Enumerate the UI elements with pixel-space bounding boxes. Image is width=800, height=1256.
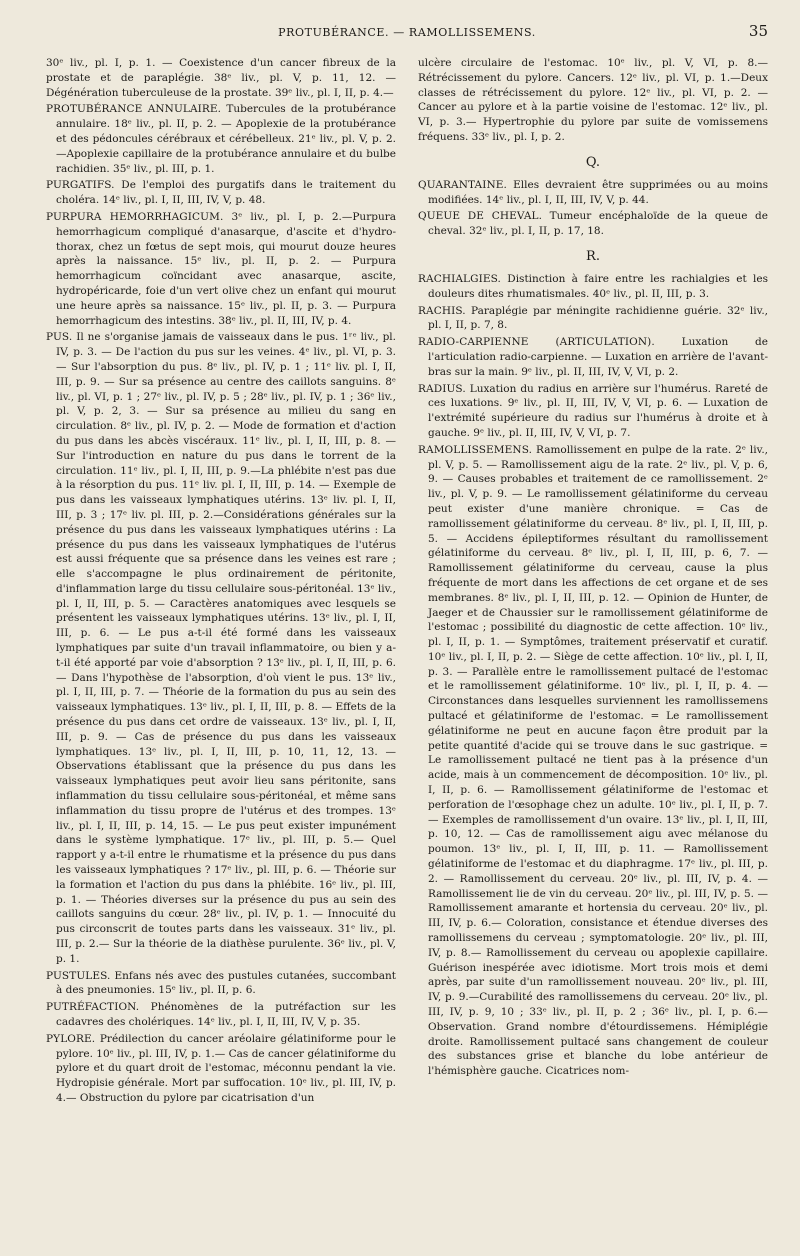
index-entry <box>46 210 396 328</box>
index-entry <box>418 272 768 302</box>
index-entry <box>46 969 396 999</box>
entry-text: Enfans nés avec des pustules cutanées, succombant à des pneumonies. 15ᵉ liv., pl. II, p. 6. <box>56 969 396 997</box>
entry-text: De l'emploi des purgatifs dans le traitement du choléra. 14ᵉ liv., pl. I, II, III, IV, V, p. 48. <box>56 179 396 207</box>
entry-heading: RAMOLLISSEMENS. <box>418 443 533 456</box>
entry-heading: RACHIALGIES. <box>418 272 501 285</box>
entry-heading: RACHIS. <box>418 304 466 317</box>
index-entry <box>418 335 768 379</box>
index-entry <box>46 1000 396 1030</box>
entry-text: 3ᵉ liv., pl. I, p. 2.—Purpura hemorrhagicum compliqué d'anasarque, d'ascite et d'hydro-thorax, chez un fœtus de sept mois, qui mourut douze heures après la naissance. 15ᵉ liv., pl. II, p. 2. — Purpura hemorrhagicum coïncidant avec anasarque, ascite, hydropéricarde, foie d'un vert olive chez un enfant qui mourut une heure après sa naissance. 15ᵉ liv., pl. II, p. 3. — Purpura hemorrhagicum des intestins. 38ᵉ liv., pl. II, III, IV, p. 4. <box>56 210 396 327</box>
entry-heading: PUTRÉFACTION. <box>46 1001 140 1014</box>
entry-text: 30ᵉ liv., pl. I, p. 1. — Coexistence d'un cancer fibreux de la prostate et de paraplégie. 38ᵉ liv., pl. V, p. 11, 12. — Dégénération tuberculeuse de la prostate. 39ᵉ liv., pl. I, II, p. 4.— <box>46 57 396 99</box>
entry-text: Luxation de l'articulation radio-carpienne. — Luxation en arrière de l'avant-bras sur la main. 9ᵉ liv., pl. II, III, IV, V, VI, p. 2. <box>428 336 768 378</box>
entry-heading: PUS. <box>46 331 73 344</box>
section-q-entries <box>418 178 768 239</box>
index-entry <box>46 178 396 208</box>
entry-heading: PUSTULES. <box>46 969 111 982</box>
index-entry <box>418 56 768 145</box>
entry-text: Distinction à faire entre les rachialgies et les douleurs dites rhumatismales. 40ᵉ liv., pl. II, III, p. 3. <box>428 272 768 300</box>
entry-heading: PURPURA HEMORRHAGICUM. <box>46 210 224 223</box>
index-entry <box>46 102 396 176</box>
entry-text: Luxation du radius en arrière sur l'humérus. Rareté de ces luxations. 9ᵉ liv., pl. II, III, IV, V, VI, p. 6. — Luxation de l'extrémité supérieure du radius sur l'humérus à droite et à gauche. 9ᵉ liv., pl. II, III, IV, V, VI, p. 7. <box>428 382 768 439</box>
entry-heading: RADIO-CARPIENNE (ARTICULATION). <box>418 336 655 349</box>
entry-heading: QUARANTAINE. <box>418 178 507 191</box>
entry-heading: QUEUE DE CHEVAL. <box>418 210 543 223</box>
running-title: PROTUBÉRANCE. — RAMOLLISSEMENS. <box>278 26 536 39</box>
section-letter-q: Q. <box>585 154 601 170</box>
entry-text: Phénomènes de la putréfaction sur les cadavres des cholériques. 14ᵉ liv., pl. I, II, III, IV, V, p. 35. <box>56 1001 396 1028</box>
index-entry <box>418 443 768 1079</box>
page-number: 35 <box>748 22 768 40</box>
entry-text: Ramollissement en pulpe de la rate. 2ᵉ liv., pl. V, p. 5. — Ramollissement aigu de la rate. 2ᵉ liv., pl. V, p. 6, 9. — Causes probables et traitement de ce ramollissement. 2ᵉ liv., pl. V, p. 9. — Le ramollissement gélatiniforme du cerveau peut exister d'une manière chronique. = Cas de ramollissement gélatiniforme du cerveau. 8ᵉ liv., pl. I, II, III, p. 5. — Accidens épileptiformes résultant du ramollissement gélatiniforme du cerveau. 8ᵉ liv., pl. I, II, III, p. 6, 7. — Ramollissement gélatiniforme du cerveau, cause la plus fréquente de mort dans les affections de cet organe et de ses membranes. 8ᵉ liv., pl. I, II, III, p. 12. — Opinion de Hunter, de Jaeger et de Chaussier sur le ramollissement gélatiniforme de l'estomac ; possibilité du diagnostic de cette affection. 10ᵉ liv., pl. I, II, p. 1. — Symptômes, traitement préservatif et curatif. 10ᵉ liv., pl. I, II, p. 2. — Siège de cette affection. 10ᵉ liv., pl. I, II, p. 3. — Parallèle entre le ramollissement pultacé de l'estomac et le ramollissement gélatiniforme. 10ᵉ liv., pl. I, II, p. 4. — Circonstances dans lesquelles surviennent les ramollissemens pultacé et gélatiniforme de l'estomac. = Le ramollissement gélatiniforme ne peut en aucune façon être produit par la petite quantité d'acide qui se trouve dans le suc gastrique. = Le ramollissement pultacé ne tient pas à la présence d'un acide, mais à un commencement de décomposition. 10ᵉ liv., pl. I, II, p. 6. — Ramollissement gélatiniforme de l'estomac et perforation de l'œsophage chez un adulte. 10ᵉ liv., pl. I, II, p. 7. — Exemples de ramollissement d'un ovaire. 13ᵉ liv., pl. I, II, III, p. 10, 12. — Cas de ramollissement aigu avec mélanose du poumon. 13ᵉ liv., pl. I, II, III, p. 11. — Ramollissement gélatiniforme de l'estomac et du diaphragme. 17ᵉ liv., pl. III, p. 2. — Ramollissement du cerveau. 20ᵉ liv., pl. III, IV, p. 4. — Ramollissement lie de vin du cerveau. 20ᵉ liv., pl. III, IV, p. 5. — Ramollissement amarante et hortensia du cerveau. 20ᵉ liv., pl. III, IV, p. 6.— Coloration, consistance et étendue diverses des ramollissemens du cerveau ; symptomatologie. 20ᵉ liv., pl. III, IV, p. 8.— Ramollissement du cerveau ou apoplexie capillaire. Guérison inespérée avec idiotisme. Mort trois mois et demi après, par suite d'un ramollissement nouveau. 20ᵉ liv., pl. III, IV, p. 9.—Curabilité des ramollissemens du cerveau. 20ᵉ liv., pl. III, IV, p. 9, 10 ; 33ᵉ liv., pl. II, p. 2 ; 36ᵉ liv., pl. I, p. 6.—Observation. Grand nombre d'étourdissemens. Hémiplégie droite. Ramollissement pultacé sans changement de couleur des substances grise et blanche du lobe antérieur de l'hémisphère gauche. Cicatrices nom- <box>428 443 768 1078</box>
section-r-entries <box>418 272 768 1079</box>
entry-text: Tubercules de la protubérance annulaire. 18ᵉ liv., pl. II, p. 2. — Apoplexie de la protubérance et des pédoncules cérébraux et cérébelleux. 21ᵉ liv., pl. V, p. 2.—Apoplexie capillaire de la protubérance annulaire et du bulbe rachidien. 35ᵉ liv., pl. III, p. 1. <box>56 103 396 175</box>
entry-text: Prédilection du cancer aréolaire gélatiniforme pour le pylore. 10ᵉ liv., pl. III, IV, p. 1.— Cas de cancer gélatiniforme du pylore et du quart droit de l'estomac, méconnu pendant la vie. Hydropisie générale. Mort par suffocation. 10ᵉ liv., pl. III, IV, p. 4.— Obstruction du pylore par cicatrisation d'un <box>56 1032 396 1104</box>
entry-heading: PURGATIFS. <box>46 179 115 192</box>
running-head <box>46 22 768 42</box>
entry-heading: PYLORE. <box>46 1032 96 1045</box>
entry-text: Il ne s'organise jamais de vaisseaux dans le pus. 1ʳᵉ liv., pl. IV, p. 3. — De l'action du pus sur les veines. 4ᵉ liv., pl. VI, p. 3. — Sur l'absorption du pus. 8ᵉ liv., pl. IV, p. 1 ; 11ᵉ liv. pl. I, II, III, p. 9. — Sur sa présence au centre des caillots sanguins. 8ᵉ liv., pl. VI, p. 1 ; 27ᵉ liv., pl. IV, p. 5 ; 28ᵉ liv., pl. IV, p. 1 ; 36ᵉ liv., pl. V, p. 2, 3. — Sur sa présence au milieu du sang en circulation. 8ᵉ liv., pl. IV, p. 2. — Mode de formation et d'action du pus dans les abcès viscéraux. 11ᵉ liv., pl. I, II, III, p. 8. — Sur l'introduction en nature du pus dans le torrent de la circulation. 11ᵉ liv., pl. I, II, III, p. 9.—La phlébite n'est pas due à la résorption du pus. 11ᵉ liv. pl. I, II, III, p. 14. — Exemple de pus dans les vaisseaux lymphatiques utérins. 13ᵉ liv. pl. I, II, III, p. 3 ; 17ᵉ liv. pl. III, p. 2.—Considérations générales sur la présence du pus dans les vaisseaux lymphatiques utérins : La présence du pus dans les vaisseaux lymphatiques de l'utérus est aussi fréquente que sa présence dans les veines est rare ; elle s'accompagne le plus ordinairement de péritonite, d'inflammation large du tissu cellulaire sous-péritonéal. 13ᵉ liv., pl. I, II, III, p. 5. — Caractères anatomiques avec lesquels se présentent les vaisseaux lymphatiques utérins. 13ᵉ liv., pl. I, II, III, p. 6. — Le pus a-t-il été formé dans les vaisseaux lymphatiques par suite d'un travail inflammatoire, ou bien y a-t-il été apporté par voie d'absorption ? 13ᵉ liv., pl. I, II, III, p. 6.— Dans l'hypothèse de l'absorption, d'où vient le pus. 13ᵉ liv., pl. I, II, III, p. 7. — Théorie de la formation du pus au sein des vaisseaux lymphatiques. 13ᵉ liv., pl. I, II, III, p. 8. — Effets de la présence du pus dans cet ordre de vaisseaux. 13ᵉ liv., pl. I, II, III, p. 9. — Cas de présence du pus dans les vaisseaux lymphatiques. 13ᵉ liv., pl. I, II, III, p. 10, 11, 12, 13. — Observations établissant que la présence du pus dans les vaisseaux lymphatiques peut avoir lieu sans péritonite, sans inflammation du tissu cellulaire sous-péritonéal, et même sans inflammation du tissu propre de l'utérus et des trompes. 13ᵉ liv., pl. I, II, III, p. 14, 15. — Le pus peut exister impunément dans le système lymphatique. 17ᵉ liv., pl. III, p. 5.— Quel rapport y a-t-il entre le rhumatisme et la présence du pus dans les vaisseaux lymphatiques ? 17ᵉ liv., pl. III, p. 6. — Théorie sur la formation et l'action du pus dans la phlébite. 16ᵉ liv., pl. III, p. 1. — Théories diverses sur la présence du pus au sein des caillots sanguins du cœur. 28ᵉ liv., pl. IV, p. 1. — Innocuité du pus circonscrit de toutes parts dans les vaisseaux. 31ᵉ liv., pl. III, p. 2.— Sur la théorie de la diathèse purulente. 36ᵉ liv., pl. V, p. 1. <box>56 331 396 965</box>
entry-text: Elles devraient être supprimées ou au moins modifiées. 14ᵉ liv., pl. I, II, III, IV, V, p. 44. <box>428 178 768 206</box>
text-columns <box>46 56 768 1226</box>
entry-text: Paraplégie par méningite rachidienne guérie. 32ᵉ liv., pl. I, II, p. 7, 8. <box>428 304 768 332</box>
entry-heading: PROTUBÉRANCE ANNULAIRE. <box>46 103 222 116</box>
index-entry <box>418 178 768 208</box>
index-entry <box>418 382 768 441</box>
index-entry <box>46 330 396 966</box>
entry-text: Tumeur encéphaloïde de la queue de cheval. 32ᵉ liv., pl. I, II, p. 17, 18. <box>428 210 768 238</box>
section-letter-r: R. <box>586 248 600 264</box>
entry-text: ulcère circulaire de l'estomac. 10ᵉ liv., pl. V, VI, p. 8.— Rétrécissement du pylore. Cancers. 12ᵉ liv., pl. VI, p. 1.—Deux classes de rétrécissement du pylore. 12ᵉ liv., pl. VI, p. 2. — Cancer au pylore et à la partie voisine de l'estomac. 12ᵉ liv., pl. VI, p. 3.— Hypertrophie du pylore par suite de vomissemens fréquens. 33ᵉ liv., pl. I, p. 2. <box>418 57 768 143</box>
entry-heading: RADIUS. <box>418 382 466 395</box>
left-column <box>46 56 396 1226</box>
index-entry <box>418 209 768 239</box>
index-entry <box>418 304 768 334</box>
index-entry <box>46 1032 396 1106</box>
right-column <box>418 56 768 1226</box>
right-column-continuation <box>418 56 768 145</box>
index-entry <box>46 56 396 100</box>
